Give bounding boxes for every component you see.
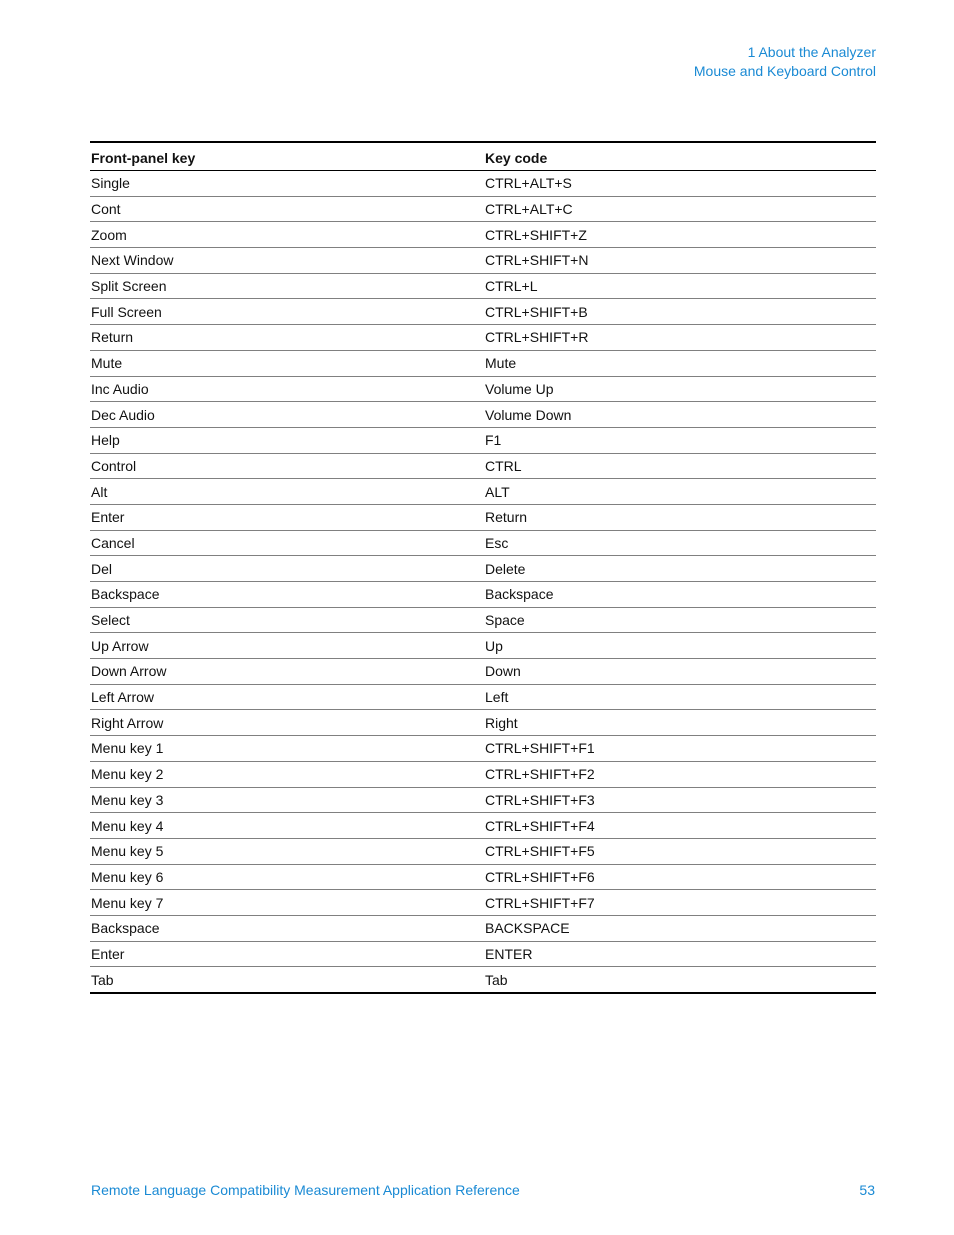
front-panel-key-cell: Select [90,607,484,633]
front-panel-key-cell: Tab [90,967,484,993]
table-row [90,171,876,197]
front-panel-key-cell: Return [90,325,484,351]
running-header [694,43,876,81]
table-row [90,504,876,530]
front-panel-key-cell: Control [90,453,484,479]
table-row [90,479,876,505]
key-code-cell: CTRL+SHIFT+B [484,299,876,325]
table-body [90,171,876,994]
table-row [90,196,876,222]
key-code-cell: Mute [484,350,876,376]
key-code-cell: Delete [484,556,876,582]
key-code-cell: CTRL+SHIFT+F2 [484,761,876,787]
front-panel-key-cell: Backspace [90,582,484,608]
column-header-key-code: Key code [485,149,548,166]
front-panel-key-cell: Full Screen [90,299,484,325]
table-row [90,273,876,299]
front-panel-key-cell: Cancel [90,530,484,556]
table-row [90,427,876,453]
key-code-cell: CTRL+L [484,273,876,299]
page-number: 53 [859,1182,875,1198]
key-code-cell: BACKSPACE [484,915,876,941]
front-panel-key-cell: Backspace [90,915,484,941]
table-row [90,813,876,839]
key-code-cell: Volume Up [484,376,876,402]
key-code-cell: CTRL+SHIFT+F6 [484,864,876,890]
table-row [90,890,876,916]
key-code-cell: Volume Down [484,402,876,428]
key-code-cell: CTRL+SHIFT+F3 [484,787,876,813]
table-row [90,376,876,402]
front-panel-key-cell: Down Arrow [90,659,484,685]
table-row [90,248,876,274]
key-code-cell: F1 [484,427,876,453]
front-panel-key-cell: Menu key 7 [90,890,484,916]
front-panel-key-cell: Cont [90,196,484,222]
table-row [90,325,876,351]
table-row [90,659,876,685]
table-row [90,838,876,864]
key-code-cell: Left [484,684,876,710]
key-code-cell: CTRL+SHIFT+F4 [484,813,876,839]
key-code-cell: CTRL+SHIFT+F1 [484,736,876,762]
table-row [90,915,876,941]
front-panel-key-cell: Right Arrow [90,710,484,736]
key-code-cell: Right [484,710,876,736]
key-code-cell: ENTER [484,941,876,967]
front-panel-key-cell: Zoom [90,222,484,248]
front-panel-key-cell: Single [90,171,484,197]
table-row [90,582,876,608]
table-header-row [90,142,876,171]
front-panel-key-cell: Menu key 1 [90,736,484,762]
table-row [90,736,876,762]
document-title: Remote Language Compatibility Measurement Application Reference [91,1182,520,1198]
front-panel-key-cell: Help [90,427,484,453]
key-code-cell: Up [484,633,876,659]
front-panel-key-cell: Alt [90,479,484,505]
table-row [90,633,876,659]
table-row [90,967,876,993]
front-panel-key-cell: Menu key 6 [90,864,484,890]
table-row [90,787,876,813]
key-code-table [90,141,876,994]
section-title: Mouse and Keyboard Control [693,63,876,79]
key-code-cell: CTRL+SHIFT+F5 [484,838,876,864]
key-code-cell: Esc [484,530,876,556]
key-code-cell: Down [484,659,876,685]
front-panel-key-cell: Enter [90,941,484,967]
front-panel-key-cell: Menu key 5 [90,838,484,864]
table-row [90,761,876,787]
key-code-cell: CTRL+ALT+S [484,171,876,197]
table-row [90,941,876,967]
table-row [90,299,876,325]
table-row [90,556,876,582]
table-row [90,453,876,479]
page-footer [91,1182,875,1198]
table-row [90,684,876,710]
key-code-cell: CTRL+SHIFT+Z [484,222,876,248]
table-row [90,350,876,376]
key-code-cell: Return [484,504,876,530]
front-panel-key-cell: Left Arrow [90,684,484,710]
key-code-cell: Space [484,607,876,633]
table-row [90,222,876,248]
key-code-cell: CTRL [484,453,876,479]
key-code-cell: CTRL+SHIFT+F7 [484,890,876,916]
table-row [90,710,876,736]
front-panel-key-cell: Inc Audio [90,376,484,402]
front-panel-key-cell: Menu key 4 [90,813,484,839]
table-row [90,402,876,428]
table-row [90,530,876,556]
table-row [90,607,876,633]
front-panel-key-cell: Split Screen [90,273,484,299]
key-code-cell: ALT [484,479,876,505]
key-code-cell: CTRL+SHIFT+N [484,248,876,274]
front-panel-key-cell: Del [90,556,484,582]
front-panel-key-cell: Menu key 3 [90,787,484,813]
column-header-front-panel-key: Front-panel key [91,149,196,166]
front-panel-key-cell: Mute [90,350,484,376]
front-panel-key-cell: Menu key 2 [90,761,484,787]
chapter-title: 1 About the Analyzer [747,44,876,60]
table-row [90,864,876,890]
front-panel-key-cell: Next Window [90,248,484,274]
front-panel-key-cell: Up Arrow [90,633,484,659]
front-panel-key-cell: Enter [90,504,484,530]
key-code-cell: Backspace [484,582,876,608]
key-code-cell: CTRL+ALT+C [484,196,876,222]
key-code-cell: Tab [484,967,876,993]
key-code-cell: CTRL+SHIFT+R [484,325,876,351]
front-panel-key-cell: Dec Audio [90,402,484,428]
